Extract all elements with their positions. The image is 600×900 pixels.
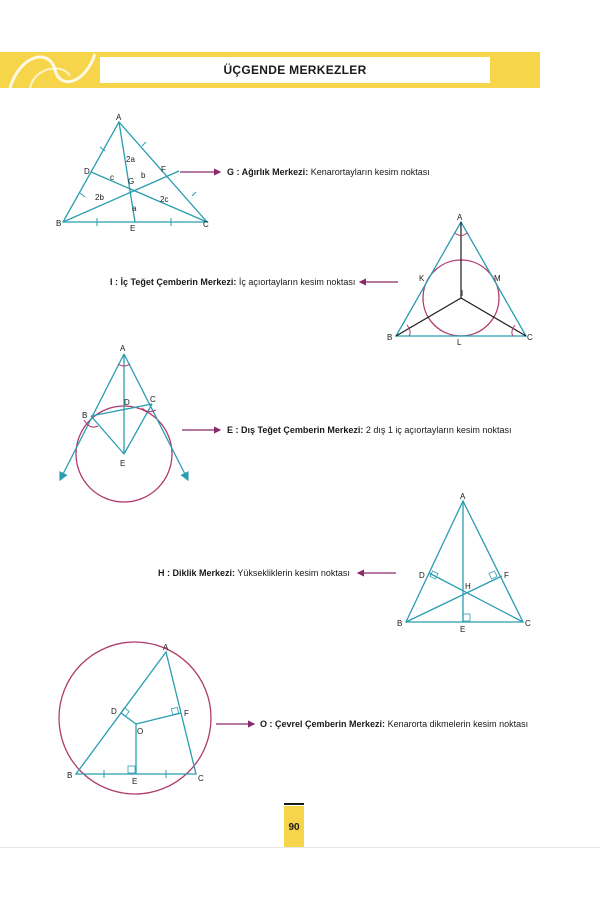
- svg-text:B: B: [56, 219, 62, 228]
- caption-centroid: G : Ağırlık Merkezi: Kenarortayların kesim noktası: [227, 167, 430, 177]
- svg-text:C: C: [203, 220, 209, 229]
- svg-text:D: D: [84, 167, 90, 176]
- svg-text:F: F: [504, 571, 509, 580]
- bottom-rule: [0, 847, 600, 848]
- svg-text:E: E: [130, 224, 136, 233]
- excenter-figure: [60, 354, 188, 502]
- svg-text:L: L: [457, 338, 462, 347]
- svg-text:B: B: [67, 771, 73, 780]
- svg-text:a: a: [132, 204, 137, 213]
- svg-text:A: A: [457, 213, 463, 222]
- svg-text:F: F: [161, 165, 166, 174]
- caption-circumcenter: O : Çevrel Çemberin Merkezi: Kenarorta dikmelerin kesim noktası: [260, 719, 529, 729]
- svg-text:E: E: [132, 777, 138, 786]
- svg-text:D: D: [111, 707, 117, 716]
- caption-orthocenter: H : Diklik Merkezi: Yüksekliklerin kesim noktası: [158, 568, 350, 578]
- svg-text:I: I: [461, 289, 464, 298]
- page-title: ÜÇGENDE MERKEZLER: [100, 57, 490, 83]
- svg-text:F: F: [184, 709, 189, 718]
- orthocenter-labels: [397, 492, 531, 634]
- caption-excenter: E : Dış Teğet Çemberin Merkezi: 2 dış 1 iç açıortayların kesim noktası: [227, 425, 512, 435]
- svg-text:H: H: [465, 582, 471, 591]
- svg-text:B: B: [82, 411, 88, 420]
- svg-text:2c: 2c: [160, 195, 169, 204]
- svg-text:C: C: [150, 395, 156, 404]
- svg-text:2b: 2b: [95, 193, 104, 202]
- page-number: 90: [284, 806, 304, 848]
- svg-text:E: E: [120, 459, 126, 468]
- svg-text:D: D: [124, 398, 130, 407]
- svg-text:A: A: [120, 344, 126, 353]
- svg-text:O: O: [137, 727, 144, 736]
- svg-text:E: E: [460, 625, 466, 634]
- svg-text:B: B: [397, 619, 403, 628]
- svg-text:b: b: [141, 171, 146, 180]
- svg-text:C: C: [527, 333, 533, 342]
- svg-text:A: A: [163, 643, 169, 652]
- svg-text:K: K: [419, 274, 425, 283]
- orthocenter-figure: [406, 501, 523, 622]
- incenter-figure: [396, 222, 526, 336]
- caption-incenter: I : İç Teğet Çemberin Merkezi: İç açıortayların kesim noktası: [110, 277, 356, 287]
- svg-text:G: G: [128, 177, 135, 186]
- circumcenter-figure: [59, 642, 211, 794]
- svg-text:2a: 2a: [126, 155, 135, 164]
- svg-text:M: M: [494, 274, 501, 283]
- svg-text:B: B: [387, 333, 393, 342]
- svg-text:A: A: [116, 113, 122, 122]
- svg-text:c: c: [110, 173, 114, 182]
- svg-text:A: A: [460, 492, 466, 501]
- svg-text:C: C: [525, 619, 531, 628]
- svg-text:D: D: [419, 571, 425, 580]
- svg-text:C: C: [198, 774, 204, 783]
- page-number-rule: [284, 803, 304, 805]
